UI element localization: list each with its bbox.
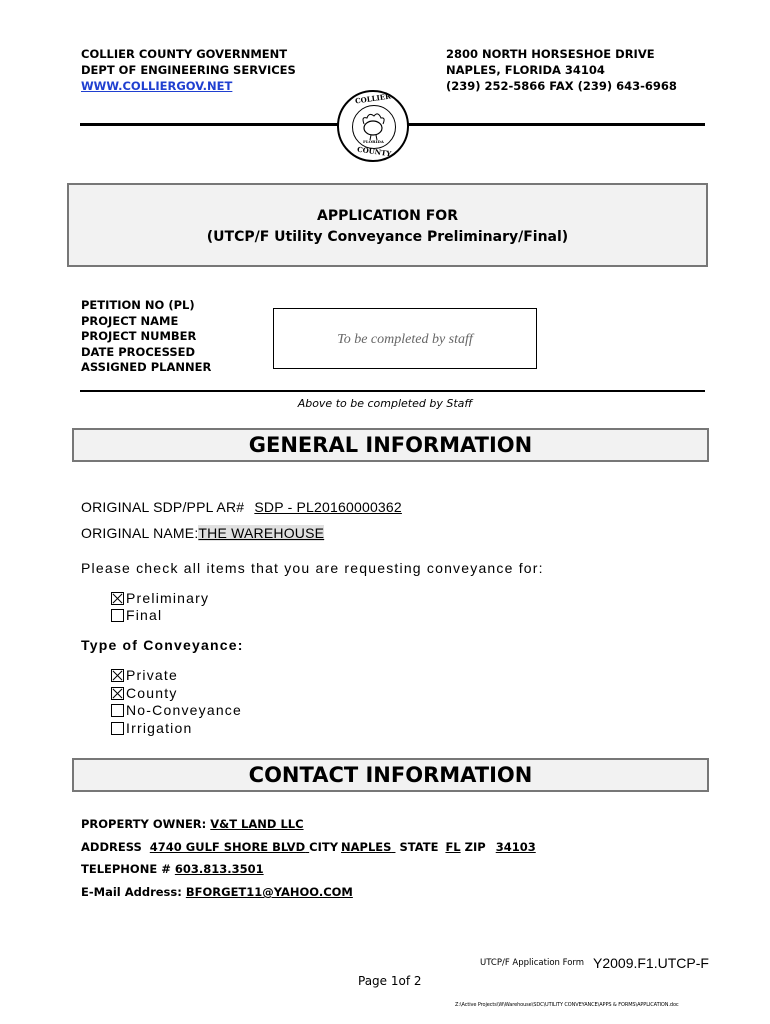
department-name: DEPT OF ENGINEERING SERVICES xyxy=(81,63,296,77)
city-state-zip: NAPLES, FLORIDA 34104 xyxy=(446,63,605,77)
irrigation-checkbox[interactable] xyxy=(111,722,124,735)
staff-entry-box: To be completed by staff xyxy=(273,308,537,369)
contact-information-heading: CONTACT INFORMATION xyxy=(72,758,709,792)
telephone-value[interactable]: 603.813.3501 xyxy=(174,862,264,876)
staff-labels xyxy=(81,298,211,376)
assigned-planner-label: ASSIGNED PLANNER xyxy=(81,360,212,374)
seal-bottom-text: COUNTY xyxy=(356,144,392,159)
option-irrigation[interactable] xyxy=(111,720,242,738)
final-label: Final xyxy=(126,607,163,623)
email-value[interactable]: BFORGET11@YAHOO.COM xyxy=(185,885,353,899)
original-name-value[interactable]: THE WAREHOUSE xyxy=(198,525,325,541)
file-path: Z:\Active Projects\W\Warehouse\SDC\UTILITY CONVEYANCE\APPS & FORMS\APPLICATION.doc xyxy=(455,1002,679,1008)
address-value[interactable]: 4740 GULF SHORE BLVD xyxy=(149,840,306,854)
title-line-1: APPLICATION FOR xyxy=(316,208,458,224)
city-value[interactable]: NAPLES xyxy=(341,840,392,854)
application-title-box xyxy=(67,183,708,267)
form-label: UTCP/F Application Form xyxy=(480,958,585,968)
email-label: E-Mail Address: xyxy=(81,885,182,899)
telephone-label: TELEPHONE # xyxy=(81,862,171,876)
date-processed-label: DATE PROCESSED xyxy=(81,344,196,359)
address-label: ADDRESS xyxy=(81,840,142,854)
sdp-row xyxy=(81,499,402,515)
staff-note: Above to be completed by Staff xyxy=(297,397,473,410)
option-preliminary[interactable] xyxy=(111,590,209,607)
agency-name: COLLIER COUNTY GOVERNMENT xyxy=(81,47,288,61)
city-label: CITY xyxy=(309,840,339,854)
phone-fax: (239) 252-5866 FAX (239) 643-6968 xyxy=(446,79,677,93)
private-label: Private xyxy=(126,667,178,683)
final-checkbox[interactable] xyxy=(111,609,124,622)
original-name-label: ORIGINAL NAME: xyxy=(81,525,199,541)
no-conveyance-checkbox[interactable] xyxy=(111,704,124,717)
address-block xyxy=(446,46,677,94)
original-name-row xyxy=(81,525,324,541)
check-prompt: Please check all items that you are requesting conveyance for: xyxy=(81,560,544,576)
private-checkbox[interactable] xyxy=(111,669,124,682)
type-of-conveyance-heading: Type of Conveyance: xyxy=(81,637,244,653)
county-checkbox[interactable] xyxy=(111,687,124,700)
county-label: County xyxy=(126,684,178,701)
general-information-heading: GENERAL INFORMATION xyxy=(72,428,709,462)
project-number-label: PROJECT NUMBER xyxy=(81,329,197,343)
address-row xyxy=(81,840,536,854)
sdp-value[interactable]: SDP - PL20160000362 xyxy=(254,499,402,515)
owner-value[interactable]: V&T LAND LLC xyxy=(210,817,304,831)
petition-no-label: PETITION NO (PL) xyxy=(81,298,195,312)
preliminary-checkbox[interactable] xyxy=(111,592,124,605)
email-row xyxy=(81,885,353,899)
request-options xyxy=(111,590,209,624)
conveyance-options xyxy=(111,667,242,737)
option-final[interactable] xyxy=(111,607,209,624)
irrigation-label: Irrigation xyxy=(126,719,193,736)
website-link[interactable]: WWW.COLLIERGOV.NET xyxy=(81,79,233,93)
preliminary-label: Preliminary xyxy=(126,590,210,606)
property-owner-row xyxy=(81,817,304,831)
street-address: 2800 NORTH HORSESHOE DRIVE xyxy=(446,47,655,61)
seal-mid-text: FLORIDA xyxy=(363,139,384,144)
title-line-2: (UTCP/F Utility Conveyance Preliminary/Final) xyxy=(206,229,569,245)
no-conveyance-label: No-Conveyance xyxy=(126,702,242,718)
telephone-row xyxy=(81,862,264,876)
county-seal-icon xyxy=(337,90,409,162)
form-code: Y2009.F1.UTCP-F xyxy=(593,955,709,971)
owner-label: PROPERTY OWNER: xyxy=(81,817,207,831)
zip-value[interactable]: 34103 xyxy=(495,840,536,854)
sdp-label: ORIGINAL SDP/PPL AR# xyxy=(81,499,245,515)
state-value[interactable]: FL xyxy=(445,840,461,854)
agency-block xyxy=(81,46,296,94)
staff-rule xyxy=(80,390,705,392)
option-no-conveyance[interactable] xyxy=(111,702,242,720)
project-name-label: PROJECT NAME xyxy=(81,313,179,328)
zip-label: ZIP xyxy=(464,840,486,854)
option-private[interactable] xyxy=(111,667,242,685)
option-county[interactable] xyxy=(111,685,242,703)
page-number: Page 1of 2 xyxy=(358,974,422,988)
state-label: STATE xyxy=(399,840,439,854)
seal-top-text: COLLIER xyxy=(354,91,392,106)
